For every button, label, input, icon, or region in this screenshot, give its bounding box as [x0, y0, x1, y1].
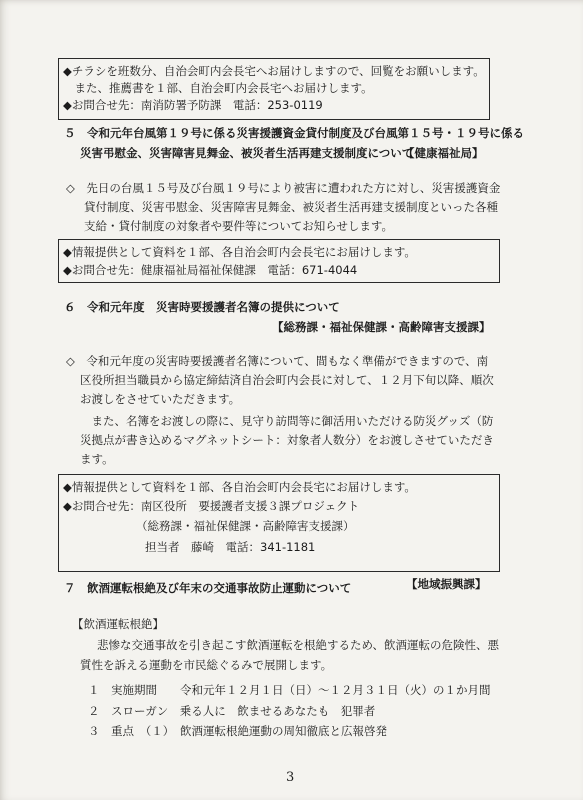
section-5-body: ◇ 先日の台風１５号及び台風１９号により被害に遭われた方に対し、災害援護資金	[66, 181, 501, 195]
section-7-title: ７ 飲酒運転根絶及び年末の交通事故防止運動について	[64, 581, 352, 595]
section-6-dept: 【総務課・福祉保健課・高齢障害支援課】	[272, 320, 491, 334]
section-7-item-focus: ３ 重点 （１） 飲酒運転根絶運動の周知徹底と広報啓発	[88, 724, 387, 738]
section-5-body: 貸付制度、災害弔慰金、災害障害見舞金、被災者生活再建支援制度といった各種	[84, 200, 498, 214]
section-5-body: 支給・貸付制度の対象者や要件等についてお知らせします。	[84, 219, 394, 233]
info-line: ◆チラシを班数分、自治会町内会長宅へお届けしますので、回覧をお願いします。	[63, 64, 485, 78]
section-6-body: また、名簿をお渡しの際に、見守り訪問等に御活用いただける防災グッズ（防	[80, 414, 494, 428]
section-6-body: 災拠点が書き込めるマグネットシート：対象者人数分）をお渡しさせていただき	[80, 433, 494, 447]
section-7-item-slogan: ２ スローガン 乗る人に 飲ませるあなたも 犯罪者	[88, 704, 376, 718]
info-line: また、推薦書を１部、自治会町内会長宅へお届けします。	[63, 81, 373, 95]
contact-line: ◆お問合せ先：南消防署予防課 電話：253-0119	[63, 98, 323, 112]
section-7-body: 悲惨な交通事故を引き起こす飲酒運転を根絶するため、飲酒運転の危険性、悪	[97, 638, 500, 652]
section-6-body: お渡しをさせていただきます。	[80, 392, 241, 406]
section-6-body: 区役所担当職員から協定締結済自治会町内会長に対して、１２月下旬以降、順次	[80, 373, 494, 387]
contact-person: 担当者 藤崎 電話：341-1181	[145, 540, 316, 554]
section-5-title-cont: 災害弔慰金、災害障害見舞金、被災者生活再建支援制度について	[80, 146, 414, 160]
info-line: ◆情報提供として資料を１部、各自治会町内会長宅にお届けします。	[63, 245, 416, 259]
section-6-body: ます。	[80, 452, 114, 466]
section-6-body: ◇ 令和元年度の災害時要援護者名簿について、間もなく準備ができますので、南	[66, 354, 489, 368]
section-7-subheading: 【飲酒運転根絶】	[72, 617, 164, 631]
section-6-title: ６ 令和元年度 災害時要援護者名簿の提供について	[64, 300, 340, 314]
section-5-title: ５ 令和元年台風第１９号に係る災害援護資金貸付制度及び台風第１５号・１９号に係る	[64, 126, 524, 140]
info-line: ◆情報提供として資料を１部、各自治会町内会長宅にお届けします。	[63, 480, 416, 494]
section-7-dept: 【地域振興課】	[406, 577, 487, 591]
section-7-item-period: １ 実施期間 令和元年１２月１日（日）～１２月３１日（火）の１か月間	[88, 683, 491, 697]
page-number: 3	[286, 770, 295, 785]
contact-line: ◆お問合せ先：南区役所 要援護者支援３課プロジェクト	[63, 499, 360, 513]
contact-departments: （総務課・福祉保健課・高齢障害支援課）	[136, 519, 355, 533]
contact-line: ◆お問合せ先：健康福祉局福祉保健課 電話：671-4044	[63, 263, 358, 277]
section-7-body: 質性を訴える運動を市民総ぐるみで展開します。	[80, 658, 333, 672]
section-5-dept: 【健康福祉局】	[403, 146, 484, 160]
